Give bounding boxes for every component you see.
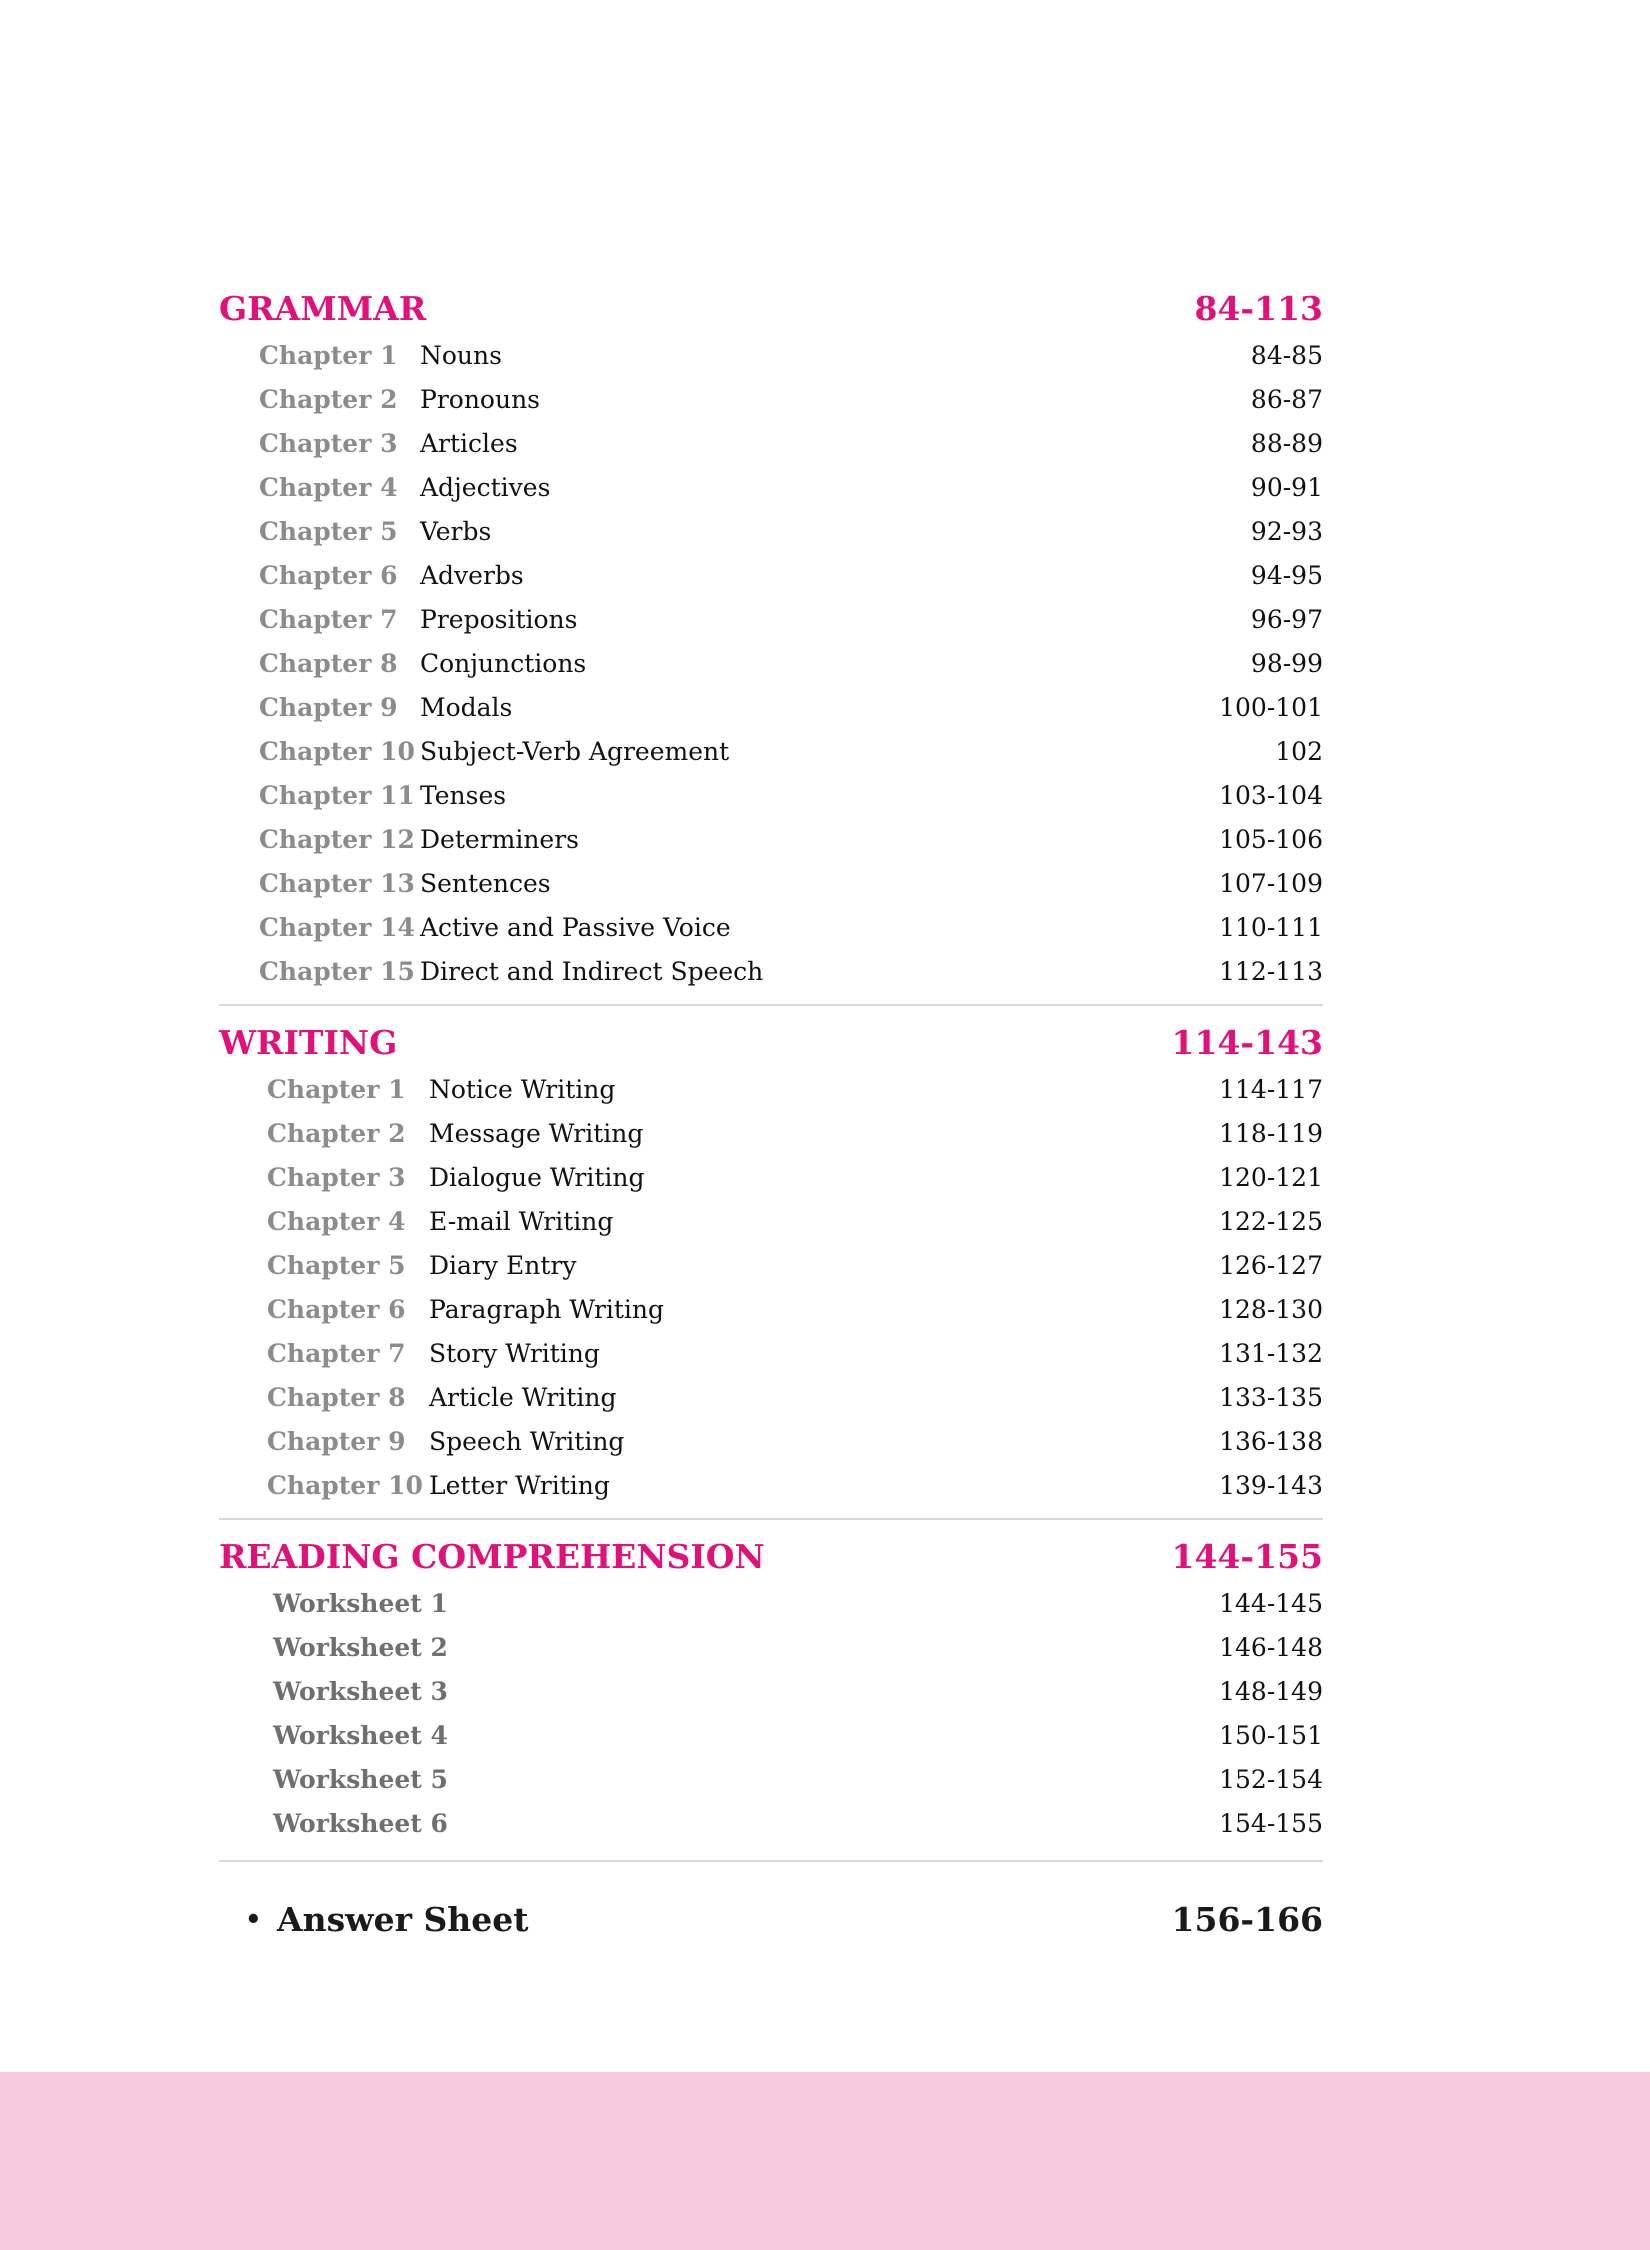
chapter-name: Message Writing <box>429 1119 644 1148</box>
chapter-label: Chapter 10 <box>259 737 415 766</box>
toc-row <box>219 1244 1323 1288</box>
chapter-label: Chapter 13 <box>259 869 415 898</box>
chapter-label: Chapter 7 <box>259 605 398 634</box>
worksheet-label: Worksheet 2 <box>273 1633 448 1662</box>
worksheet-pages: 150-151 <box>1219 1721 1323 1750</box>
worksheet-label: Worksheet 6 <box>273 1809 448 1838</box>
toc-row <box>219 422 1323 466</box>
toc-row <box>219 1582 1323 1626</box>
toc-row <box>219 1376 1323 1420</box>
section-pages: 84-113 <box>1194 289 1323 328</box>
toc-row <box>219 466 1323 510</box>
chapter-pages: 84-85 <box>1250 341 1323 370</box>
toc-row <box>219 1714 1323 1758</box>
chapter-label: Chapter 4 <box>259 473 398 502</box>
chapter-label: Chapter 3 <box>267 1163 406 1192</box>
chapter-label: Chapter 7 <box>267 1339 406 1368</box>
chapter-name: Tenses <box>420 781 507 810</box>
toc-row <box>219 378 1323 422</box>
toc-row <box>219 774 1323 818</box>
chapter-name: Nouns <box>420 341 502 370</box>
chapter-name: Dialogue Writing <box>429 1163 645 1192</box>
chapter-label: Chapter 2 <box>267 1119 406 1148</box>
chapter-name: Pronouns <box>420 385 541 414</box>
chapter-label: Chapter 3 <box>259 429 398 458</box>
toc-row <box>219 598 1323 642</box>
toc-row <box>219 1068 1323 1112</box>
chapter-name: Speech Writing <box>429 1427 625 1456</box>
chapter-pages: 103-104 <box>1219 781 1323 810</box>
toc-row <box>219 950 1323 994</box>
chapter-name: Article Writing <box>429 1383 617 1412</box>
chapter-pages: 107-109 <box>1219 869 1323 898</box>
toc-row <box>219 1464 1323 1508</box>
chapter-name: Notice Writing <box>429 1075 616 1104</box>
chapter-name: Verbs <box>420 517 492 546</box>
toc-row <box>219 818 1323 862</box>
section-writing-heading <box>219 1018 1323 1068</box>
section-divider <box>219 1004 1323 1006</box>
section-title: GRAMMAR <box>219 289 427 328</box>
chapter-name: Adjectives <box>420 473 551 502</box>
chapter-label: Chapter 14 <box>259 913 415 942</box>
chapter-pages: 105-106 <box>1219 825 1323 854</box>
worksheet-pages: 152-154 <box>1219 1765 1323 1794</box>
toc-row <box>219 1670 1323 1714</box>
toc-row <box>219 1332 1323 1376</box>
chapter-name: Articles <box>420 429 518 458</box>
chapter-pages: 122-125 <box>1219 1207 1323 1236</box>
chapter-name: Direct and Indirect Speech <box>420 957 764 986</box>
chapter-name: Prepositions <box>420 605 578 634</box>
section-reading-heading <box>219 1532 1323 1582</box>
chapter-pages: 86-87 <box>1250 385 1323 414</box>
toc-row <box>219 554 1323 598</box>
chapter-label: Chapter 12 <box>259 825 415 854</box>
chapter-name: E-mail Writing <box>429 1207 614 1236</box>
chapter-pages: 139-143 <box>1219 1471 1323 1500</box>
chapter-name: Sentences <box>420 869 551 898</box>
section-pages: 144-155 <box>1171 1537 1323 1576</box>
toc-row <box>219 1420 1323 1464</box>
answer-sheet-entry <box>219 1890 1323 1950</box>
toc-row <box>219 510 1323 554</box>
chapter-name: Adverbs <box>420 561 524 590</box>
worksheet-pages: 144-145 <box>1219 1589 1323 1618</box>
chapter-pages: 136-138 <box>1219 1427 1323 1456</box>
section-divider <box>219 1518 1323 1520</box>
chapter-pages: 90-91 <box>1250 473 1323 502</box>
chapter-label: Chapter 1 <box>267 1075 406 1104</box>
writing-chapter-list <box>219 1068 1323 1508</box>
reading-worksheet-list <box>219 1582 1323 1846</box>
chapter-pages: 120-121 <box>1219 1163 1323 1192</box>
chapter-label: Chapter 4 <box>267 1207 406 1236</box>
chapter-label: Chapter 2 <box>259 385 398 414</box>
toc-row <box>219 686 1323 730</box>
chapter-pages: 88-89 <box>1250 429 1323 458</box>
answer-sheet-pages: 156-166 <box>1171 1900 1323 1939</box>
toc-row <box>219 1288 1323 1332</box>
chapter-label: Chapter 5 <box>259 517 398 546</box>
worksheet-label: Worksheet 3 <box>273 1677 448 1706</box>
chapter-name: Conjunctions <box>420 649 587 678</box>
chapter-label: Chapter 15 <box>259 957 415 986</box>
chapter-pages: 112-113 <box>1219 957 1323 986</box>
toc-row <box>219 730 1323 774</box>
chapter-name: Diary Entry <box>429 1251 577 1280</box>
toc-row <box>219 1200 1323 1244</box>
chapter-pages: 118-119 <box>1219 1119 1323 1148</box>
chapter-name: Active and Passive Voice <box>420 913 731 942</box>
toc-row <box>219 642 1323 686</box>
toc-row <box>219 906 1323 950</box>
section-title: WRITING <box>219 1023 398 1062</box>
toc-row <box>219 1156 1323 1200</box>
chapter-label: Chapter 6 <box>259 561 398 590</box>
chapter-pages: 114-117 <box>1219 1075 1323 1104</box>
chapter-label: Chapter 9 <box>259 693 398 722</box>
worksheet-label: Worksheet 1 <box>273 1589 448 1618</box>
chapter-label: Chapter 10 <box>267 1471 423 1500</box>
worksheet-pages: 154-155 <box>1219 1809 1323 1838</box>
toc-row <box>219 1802 1323 1846</box>
toc-row <box>219 1112 1323 1156</box>
chapter-name: Modals <box>420 693 513 722</box>
toc-row <box>219 1758 1323 1802</box>
chapter-pages: 102 <box>1275 737 1323 766</box>
toc-row <box>219 862 1323 906</box>
grammar-chapter-list <box>219 334 1323 994</box>
chapter-pages: 92-93 <box>1250 517 1323 546</box>
chapter-pages: 133-135 <box>1219 1383 1323 1412</box>
chapter-label: Chapter 1 <box>259 341 398 370</box>
section-title: READING COMPREHENSION <box>219 1537 765 1576</box>
chapter-label: Chapter 6 <box>267 1295 406 1324</box>
worksheet-pages: 146-148 <box>1219 1633 1323 1662</box>
answer-sheet-title: Answer Sheet <box>277 1900 529 1939</box>
section-divider <box>219 1860 1323 1862</box>
chapter-label: Chapter 5 <box>267 1251 406 1280</box>
section-pages: 114-143 <box>1171 1023 1323 1062</box>
worksheet-pages: 148-149 <box>1219 1677 1323 1706</box>
chapter-name: Story Writing <box>429 1339 600 1368</box>
chapter-label: Chapter 8 <box>267 1383 406 1412</box>
chapter-pages: 126-127 <box>1219 1251 1323 1280</box>
chapter-name: Subject-Verb Agreement <box>420 737 730 766</box>
chapter-name: Determiners <box>420 825 580 854</box>
chapter-pages: 128-130 <box>1219 1295 1323 1324</box>
bullet-icon: • <box>245 1905 262 1935</box>
chapter-name: Letter Writing <box>429 1471 610 1500</box>
chapter-pages: 96-97 <box>1250 605 1323 634</box>
footer-band <box>0 2072 1650 2250</box>
chapter-pages: 110-111 <box>1219 913 1323 942</box>
chapter-pages: 100-101 <box>1219 693 1323 722</box>
chapter-label: Chapter 8 <box>259 649 398 678</box>
chapter-pages: 98-99 <box>1250 649 1323 678</box>
toc-row <box>219 1626 1323 1670</box>
chapter-pages: 131-132 <box>1219 1339 1323 1368</box>
chapter-name: Paragraph Writing <box>429 1295 665 1324</box>
toc-row <box>219 334 1323 378</box>
worksheet-label: Worksheet 4 <box>273 1721 448 1750</box>
chapter-label: Chapter 11 <box>259 781 415 810</box>
worksheet-label: Worksheet 5 <box>273 1765 448 1794</box>
section-grammar-heading <box>219 284 1323 334</box>
table-of-contents <box>219 284 1323 1950</box>
chapter-label: Chapter 9 <box>267 1427 406 1456</box>
chapter-pages: 94-95 <box>1250 561 1323 590</box>
